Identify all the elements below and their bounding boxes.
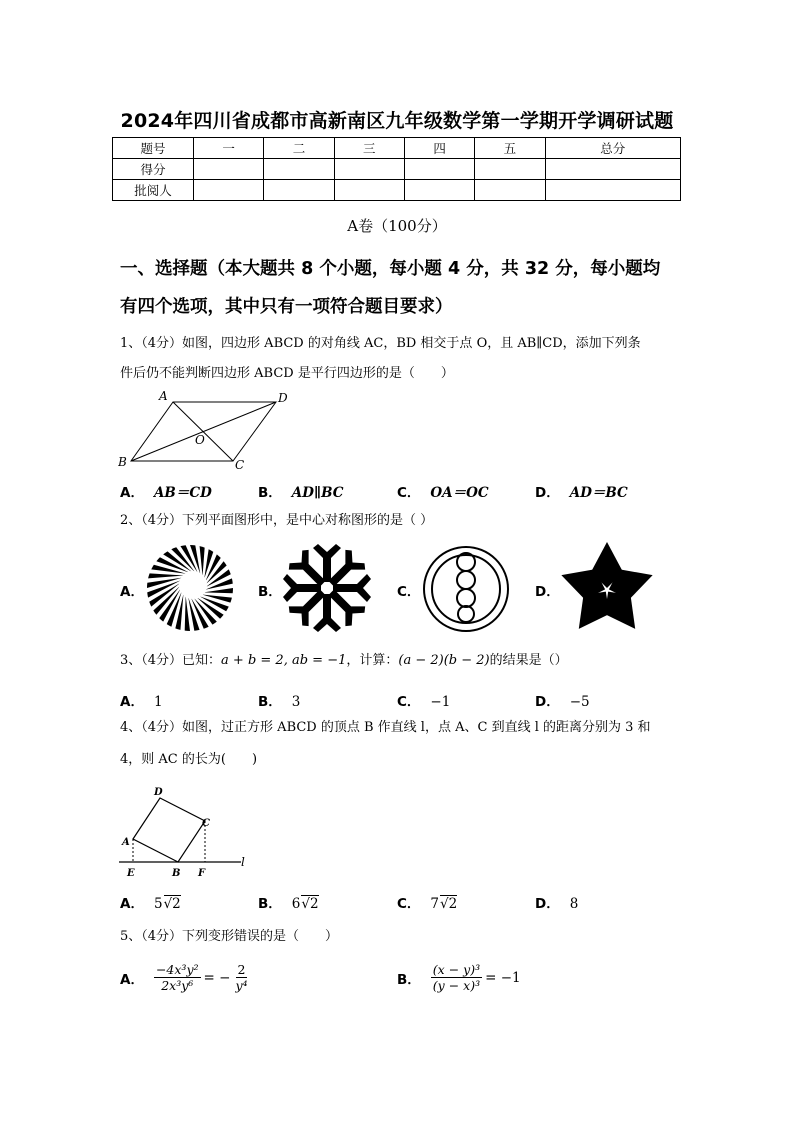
point-label-a: A [159,389,168,403]
point-label-b: B [172,868,181,879]
section-heading: 一、选择题（本大题共 8 个小题，每小题 4 分，共 32 分，每小题均 [120,259,661,279]
option-letter: A． [120,971,144,988]
ring-hole [179,571,207,599]
table-cell[interactable] [475,159,545,180]
part-a-heading: A卷（100分） [347,217,447,235]
page-title: 2024年四川省成都市高新南区九年级数学第一学期开学调研试题 [120,110,674,132]
equals-rhs: = −1 [485,969,521,986]
option-coef: 7 [430,896,440,912]
question-3-condition: a + b = 2, ab = −1 [221,653,347,668]
score-table-row [113,180,681,201]
section-heading-cont: 有四个选项，其中只有一项符合题目要求） [120,297,453,317]
option-b[interactable] [397,962,521,993]
fraction-numerator: (x − y)³ [432,962,481,977]
table-cell: 得分 [113,159,194,180]
table-cell[interactable] [545,159,680,180]
option-letter: C． [397,485,421,501]
point-label-o: O [195,433,205,447]
option-letter: B． [397,971,421,988]
table-cell[interactable] [545,180,680,201]
table-cell: 题号 [113,138,194,159]
option-letter: A． [120,485,144,501]
option-a[interactable] [120,892,181,912]
snowflake-figure [282,543,372,633]
option-text: −5 [569,694,590,710]
question-4-text-cont: 4，则 AC 的长为( ) [120,752,258,767]
table-cell: 一 [194,138,264,159]
option-c[interactable] [397,892,457,912]
option-text: AD＝BC [569,485,628,501]
point-label-c: C [235,458,245,472]
option-text: 1 [153,694,163,710]
option-b[interactable] [258,892,319,912]
table-cell[interactable] [475,180,545,201]
option-letter: B． [258,584,282,600]
fraction [233,962,249,993]
point-label-d: D [278,391,288,405]
question-3-suffix: 的结果是（） [489,653,568,668]
option-b[interactable] [258,481,344,501]
option-a[interactable] [120,962,250,993]
option-coef: 6 [291,896,301,912]
question-5-text: 5、（4分）下列变形错误的是（ ） [120,929,339,944]
point-label-d: D [154,787,163,798]
option-b[interactable] [258,690,300,710]
option-letter: A． [120,896,144,912]
question-3-text [120,653,568,669]
option-letter: B． [258,896,282,912]
option-coef: 5 [153,896,163,912]
sunburst-ring-figure [145,543,235,633]
parallelogram-figure [118,388,293,474]
fraction-denominator: 2x³y⁶ [161,978,194,993]
snowflake-arms [283,544,371,632]
option-radicand: 2 [448,896,458,912]
table-cell[interactable] [404,180,474,201]
option-c[interactable] [397,690,450,710]
fraction-numerator: −4x³y² [155,962,199,977]
option-radical: √2 [440,896,458,912]
point-label-f: F [198,868,206,879]
option-text: AB＝CD [153,485,212,501]
line-label-l: l [241,855,245,869]
option-letter: A． [120,584,144,600]
option-letter: C． [397,896,421,912]
table-cell[interactable] [334,180,404,201]
ring-ray [148,573,184,578]
ring-ray [200,546,205,576]
option-letter: B． [258,485,282,501]
option-letter: D． [535,694,560,710]
point-label-b: B [118,455,127,469]
question-3-prefix: 3、（4分）已知： [120,653,222,668]
question-4-text: 4、（4分）如图，过正方形 ABCD 的顶点 B 作直线 l，点 A、C 到直线 l 的距离分别为 3 和 [120,720,651,735]
table-cell[interactable] [194,180,264,201]
table-cell[interactable] [264,180,334,201]
option-letter: D． [535,896,560,912]
point-label-c: C [202,818,210,829]
star-figure [558,538,656,636]
question-3-expr: (a − 2)(b − 2) [398,653,490,668]
option-d[interactable] [535,690,590,710]
option-letter: B． [258,694,282,710]
table-cell: 总分 [545,138,680,159]
fraction-numerator: 2 [237,962,246,977]
option-text: −1 [430,694,451,710]
option-c[interactable] [397,481,489,501]
square-line-figure [117,782,252,880]
table-cell[interactable] [264,159,334,180]
option-letter: C． [397,584,421,600]
table-cell: 四 [404,138,474,159]
option-text: 3 [291,694,301,710]
fraction [154,962,201,993]
star-petals [558,542,656,636]
table-cell[interactable] [194,159,264,180]
option-letter: A． [120,694,144,710]
ring-ray [202,595,232,603]
option-text: AD∥BC [291,485,344,501]
option-text: 8 [569,896,579,912]
point-label-a: A [122,837,130,848]
fraction-denominator: y⁴ [235,978,248,993]
option-letter: D． [535,584,560,600]
nested-circles-figure [420,543,512,635]
small-circle [458,606,474,622]
table-cell[interactable] [334,159,404,180]
option-a[interactable] [120,690,163,710]
option-radicand: 2 [172,896,181,912]
option-radical: √2 [301,896,319,912]
small-circle [457,571,475,589]
question-3-middle: ，计算： [346,653,399,668]
option-radicand: 2 [310,896,319,912]
option-d[interactable] [535,892,578,912]
score-table-row [113,159,681,180]
table-cell: 二 [264,138,334,159]
question-1-text-cont: 件后仍不能判断四边形 ABCD 是平行四边形的是（ ） [120,366,454,381]
option-text: OA＝OC [430,485,489,501]
equals-sign: = − [203,969,231,986]
square-abcd [133,798,205,862]
option-radical: √2 [163,896,181,912]
option-letter: D． [535,485,560,501]
table-cell[interactable] [404,159,474,180]
table-cell: 三 [334,138,404,159]
option-letter: C． [397,694,421,710]
fraction [431,962,482,993]
fraction-denominator: (y − x)³ [432,978,481,993]
small-circle [457,589,475,607]
question-1-text: 1、（4分）如图，四边形 ABCD 的对角线 AC，BD 相交于点 O，且 AB∥CD，添加下列条 [120,336,641,351]
question-2-text: 2、（4分）下列平面图形中，是中心对称图形的是（ ） [120,513,434,528]
table-cell: 五 [475,138,545,159]
option-a[interactable] [120,481,212,501]
score-table [112,137,681,201]
option-d[interactable] [535,481,628,501]
table-cell: 批阅人 [113,180,194,201]
score-table-header-row [113,138,681,159]
point-label-e: E [127,868,135,879]
